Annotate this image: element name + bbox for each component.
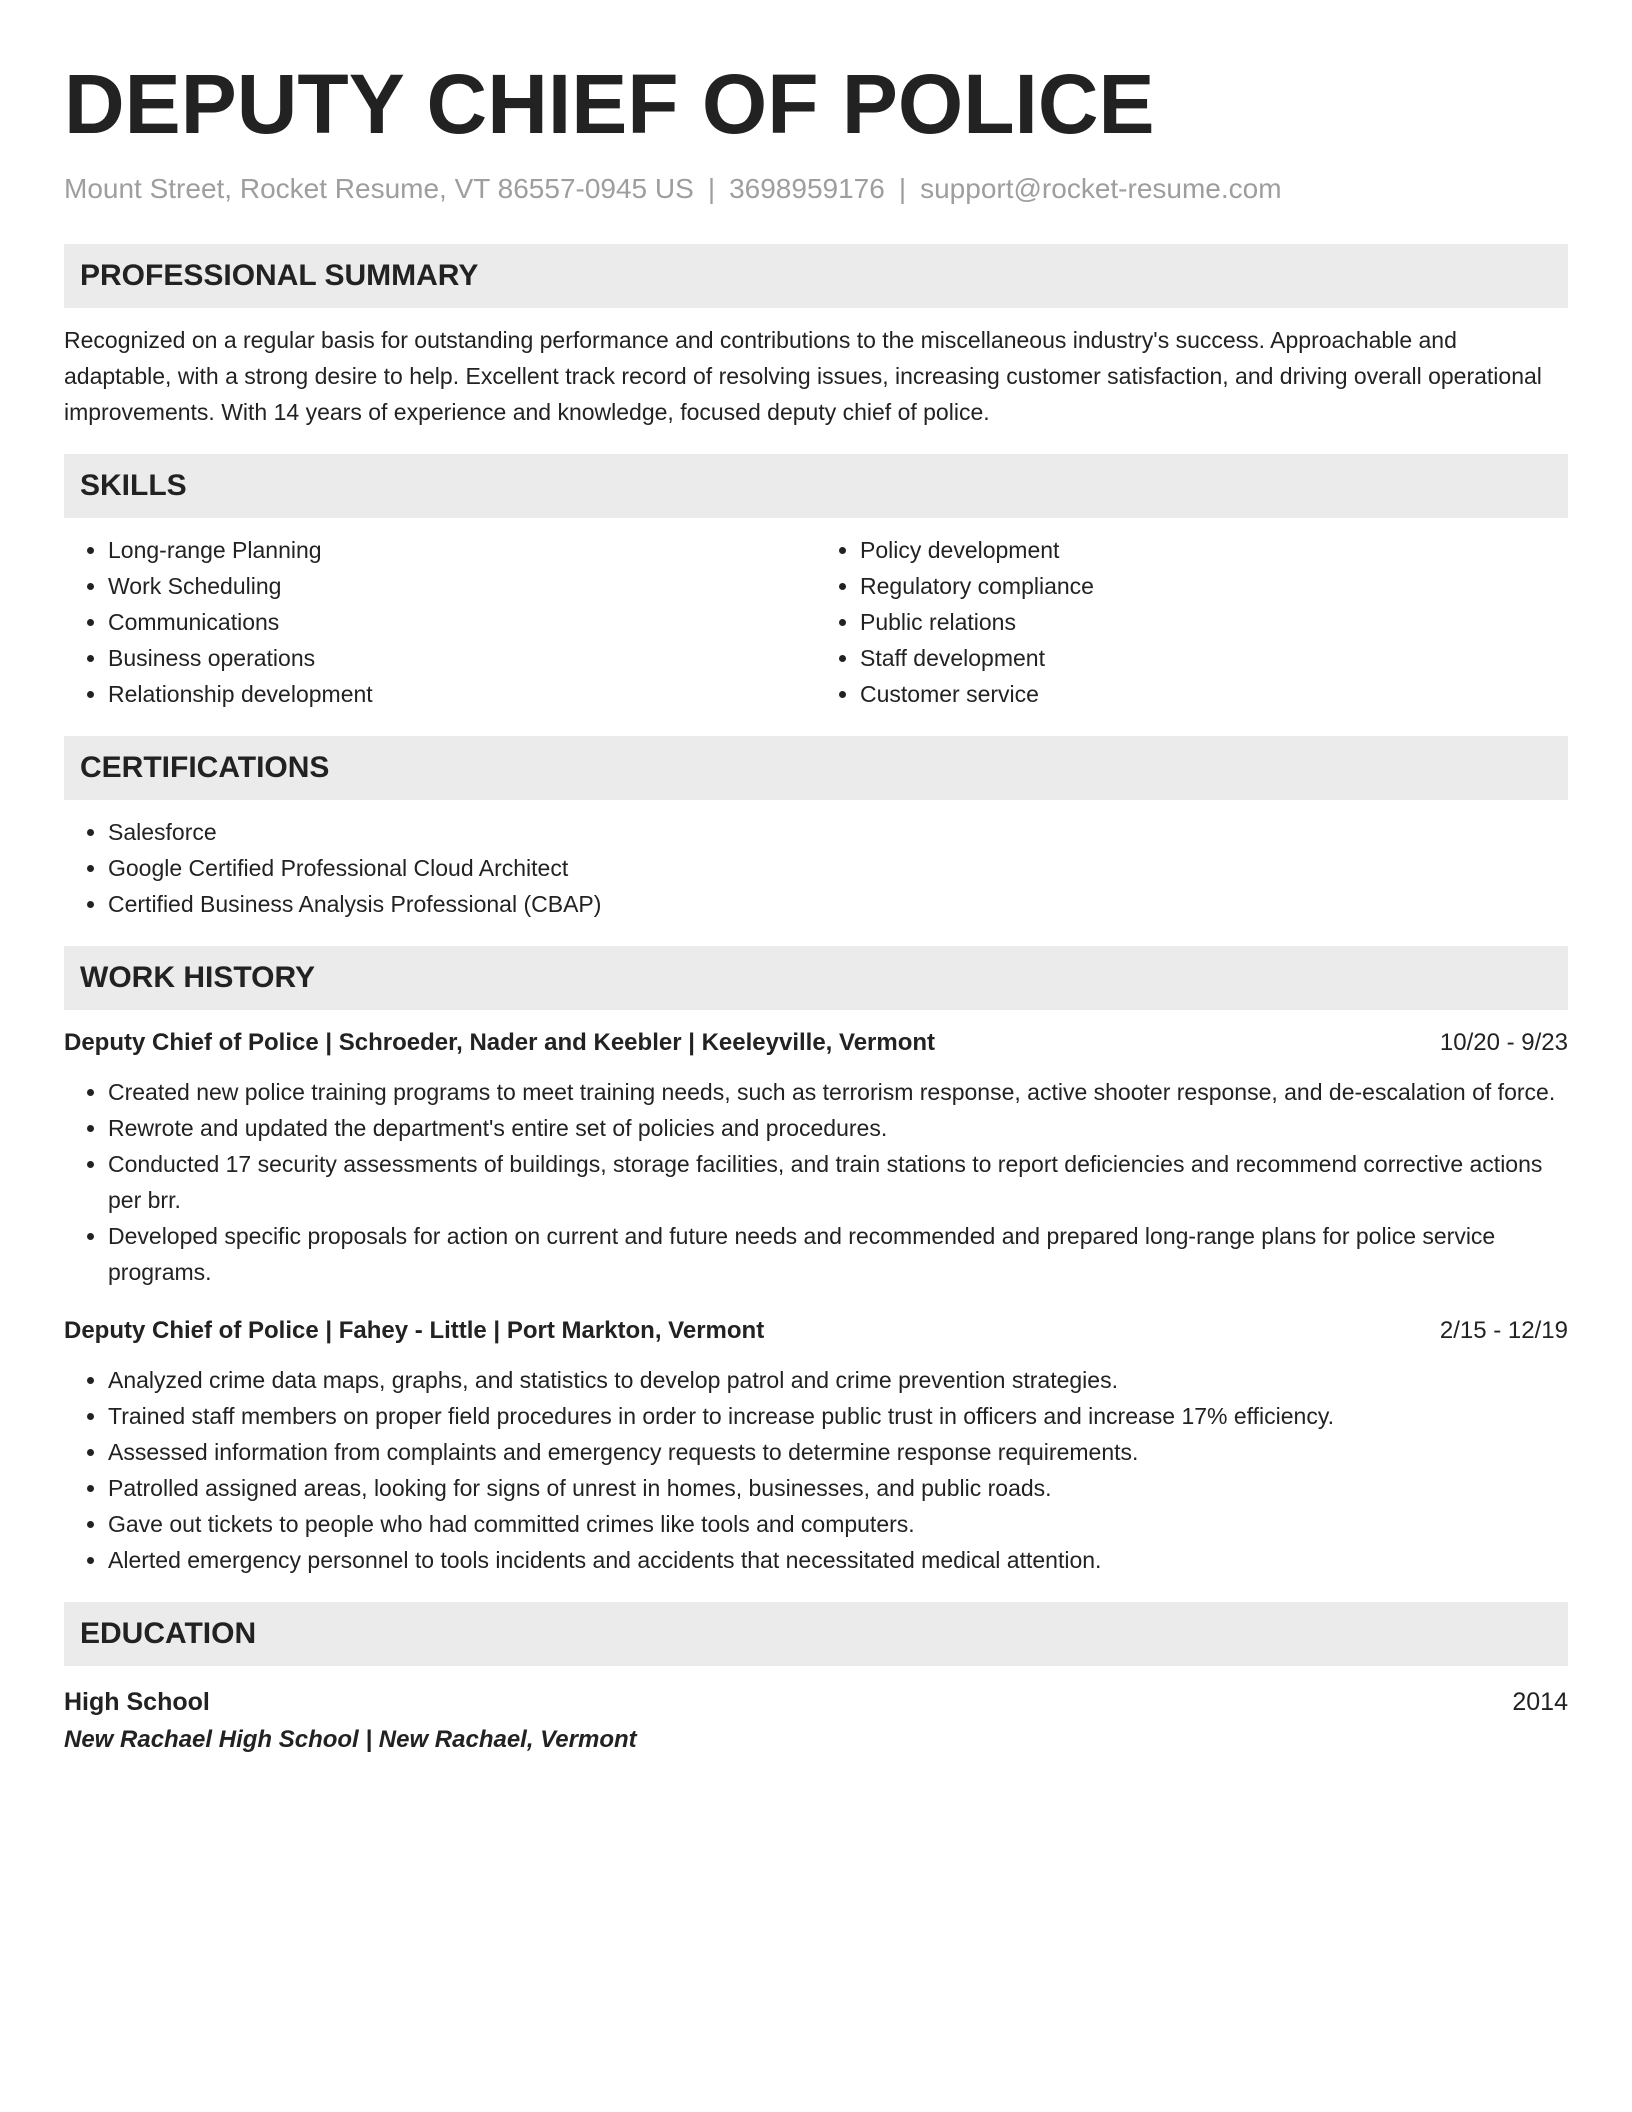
certifications-list (64, 814, 1568, 922)
job-bullets (64, 1074, 1568, 1290)
education-year: 2014 (1512, 1688, 1568, 1716)
job-bullet: • Trained staff members on proper field procedures in order to increase public trust in officers and increase 17% efficiency. (108, 1398, 1568, 1434)
contact-address: Mount Street, Rocket Resume, VT 86557-0945 US (64, 173, 694, 204)
job-dates: 2/15 - 12/19 (1439, 1317, 1568, 1344)
certification-item: • Salesforce (108, 814, 1568, 850)
section-header-work-history: WORK HISTORY (64, 946, 1568, 1010)
skill-item: • Work Scheduling (108, 568, 816, 604)
section-header-certifications: CERTIFICATIONS (64, 736, 1568, 800)
job-bullet: • Alerted emergency personnel to tools incidents and accidents that necessitated medical attention. (108, 1542, 1568, 1578)
education-header (64, 1684, 1568, 1720)
job-bullet: • Gave out tickets to people who had committed crimes like tools and computers. (108, 1506, 1568, 1542)
job-bullet: • Developed specific proposals for action on current and future needs and recommended and prepared long-range plans for police service programs. (108, 1218, 1568, 1290)
skill-item: • Regulatory compliance (860, 568, 1568, 604)
job-bullet: • Created new police training programs to meet training needs, such as terrorism response, active shooter response, and de-escalation of force. (108, 1074, 1568, 1110)
skill-item: • Customer service (860, 676, 1568, 712)
skill-item: • Relationship development (108, 676, 816, 712)
job-bullet: • Conducted 17 security assessments of buildings, storage facilities, and train stations to report deficiencies and recommend corrective actions per brr. (108, 1146, 1568, 1218)
section-header-summary: PROFESSIONAL SUMMARY (64, 244, 1568, 308)
education-school: New Rachael High School | New Rachael, Vermont (64, 1726, 637, 1753)
job-header (64, 1026, 1568, 1060)
job-header (64, 1314, 1568, 1348)
contact-email[interactable]: support@rocket-resume.com (920, 173, 1282, 204)
job-bullets (64, 1362, 1568, 1578)
job-bullet: • Rewrote and updated the department's entire set of policies and procedures. (108, 1110, 1568, 1146)
skill-item: • Policy development (860, 532, 1568, 568)
job-entry (64, 1314, 1568, 1578)
job-title: Deputy Chief of Police | Fahey - Little | Port Markton, Vermont (64, 1317, 765, 1344)
contact-separator: | (707, 173, 716, 204)
summary-text: Recognized on a regular basis for outstanding performance and contributions to the miscellaneous industry's success. Approachable and adaptable, with a strong desire to help. Excellent track record of resolving issues, increasing customer satisfaction, and driving overall operational improvements. With 14 years of experience and knowledge, focused deputy chief of police. (64, 327, 1542, 425)
skills-list-left (64, 532, 816, 712)
skills-columns (64, 532, 1568, 712)
skill-item: • Staff development (860, 640, 1568, 676)
skill-item: • Long-range Planning (108, 532, 816, 568)
education-entry (64, 1684, 1568, 1758)
skill-item: • Business operations (108, 640, 816, 676)
job-entry (64, 1026, 1568, 1290)
section-header-education: EDUCATION (64, 1602, 1568, 1666)
job-bullet: • Analyzed crime data maps, graphs, and statistics to develop patrol and crime prevention strategies. (108, 1362, 1568, 1398)
certification-item: • Certified Business Analysis Professional (CBAP) (108, 886, 1568, 922)
certification-item: • Google Certified Professional Cloud Architect (108, 850, 1568, 886)
resume-title: DEPUTY CHIEF OF POLICE (64, 57, 1155, 151)
skill-item: • Public relations (860, 604, 1568, 640)
contact-separator: | (898, 173, 907, 204)
skills-list-right (816, 532, 1568, 712)
job-bullet: • Assessed information from complaints and emergency requests to determine response requirements. (108, 1434, 1568, 1470)
job-bullet: • Patrolled assigned areas, looking for signs of unrest in homes, businesses, and public roads. (108, 1470, 1568, 1506)
skill-item: • Communications (108, 604, 816, 640)
job-dates: 10/20 - 9/23 (1439, 1029, 1568, 1056)
education-degree: High School (64, 1688, 210, 1716)
section-header-skills: SKILLS (64, 454, 1568, 518)
job-title: Deputy Chief of Police | Schroeder, Nader and Keebler | Keeleyville, Vermont (64, 1029, 936, 1056)
contact-line (64, 172, 1568, 206)
contact-phone: 3698959176 (729, 173, 885, 204)
